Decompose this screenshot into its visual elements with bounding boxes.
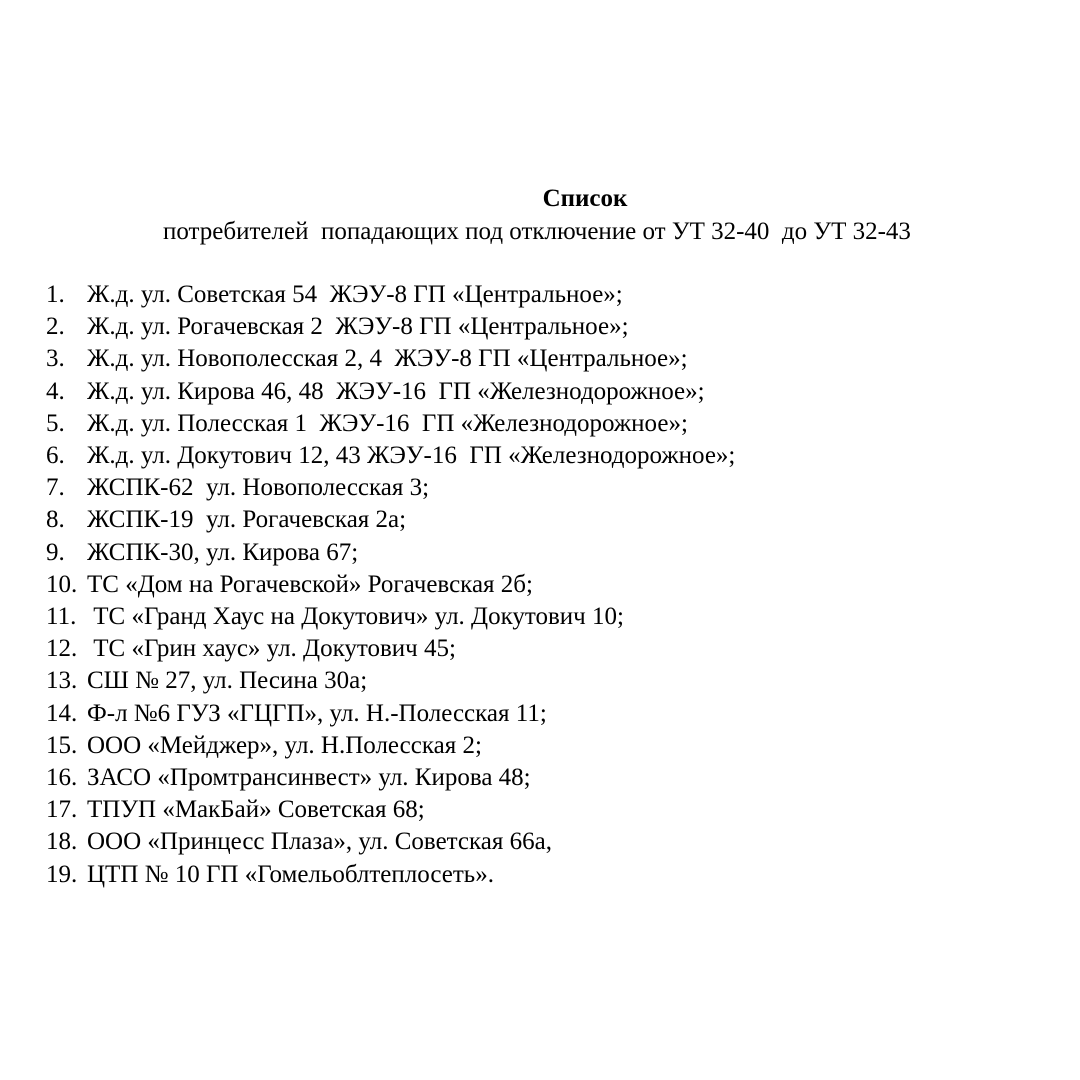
- list-item-number: 13.: [46, 667, 78, 695]
- list-item-text: ЖСПК-19 ул. Рогачевская 2а;: [87, 506, 407, 534]
- list-item-number: 16.: [46, 764, 78, 792]
- list-item: [46, 343, 735, 375]
- list-item-number: 7.: [46, 474, 65, 502]
- list-item-text: ТС «Дом на Рогачевской» Рогачевская 2б;: [87, 570, 533, 598]
- list-item: [46, 859, 735, 891]
- list-item-number: 5.: [46, 409, 65, 437]
- list-item-number: 11.: [46, 603, 77, 631]
- list-item-text: ТС «Грин хаус» ул. Докутович 45;: [87, 635, 456, 663]
- list-item-text: ЦТП № 10 ГП «Гомельоблтеплосеть».: [87, 860, 494, 888]
- list-item: [46, 569, 735, 601]
- list-item-text: ЖСПК-62 ул. Новополесская 3;: [87, 474, 430, 502]
- list-item-number: 17.: [46, 796, 78, 824]
- list-item: [46, 537, 735, 569]
- list-item: [46, 376, 735, 408]
- list-item-number: 1.: [46, 281, 65, 308]
- list-item-text: Ж.д. ул. Кирова 46, 48 ЖЭУ-16 ГП «Железнодорожное»;: [87, 377, 705, 405]
- list-item-number: 9.: [46, 538, 65, 566]
- list-item-text: Ж.д. ул. Советская 54 ЖЭУ-8 ГП «Центральное»;: [87, 281, 623, 308]
- list-item-text: ТС «Гранд Хаус на Докутович» ул. Докутович 10;: [87, 603, 624, 631]
- list-item: [46, 730, 735, 762]
- list-item: [46, 794, 735, 826]
- list-item-number: 6.: [46, 442, 65, 470]
- list-item-number: 4.: [46, 377, 65, 405]
- list-item: [46, 440, 735, 472]
- document-title: Список: [542, 185, 628, 212]
- list-item: [46, 408, 735, 440]
- list-item-text: Ф-л №6 ГУЗ «ГЦГП», ул. Н.-Полесская 11;: [87, 699, 547, 727]
- list-item-text: ЗАСО «Промтрансинвест» ул. Кирова 48;: [87, 764, 531, 792]
- list-item: [46, 601, 735, 633]
- document-subtitle: потребителей попадающих под отключение от УТ 32-40 до УТ 32-43: [163, 218, 911, 245]
- list-item-number: 2.: [46, 313, 65, 341]
- list-item-text: Ж.д. ул. Полесская 1 ЖЭУ-16 ГП «Железнодорожное»;: [87, 409, 688, 437]
- list-item-text: СШ № 27, ул. Песина 30а;: [87, 667, 368, 695]
- list-item: [46, 665, 735, 697]
- list-item-text: ЖСПК-30, ул. Кирова 67;: [87, 538, 359, 566]
- consumer-list: [46, 279, 735, 891]
- list-item-number: 12.: [46, 635, 78, 663]
- list-item: [46, 698, 735, 730]
- list-item: [46, 633, 735, 665]
- list-item: [46, 279, 735, 311]
- list-item-number: 18.: [46, 828, 78, 856]
- list-item-number: 15.: [46, 731, 78, 759]
- list-item-number: 14.: [46, 699, 78, 727]
- list-item-text: Ж.д. ул. Докутович 12, 43 ЖЭУ-16 ГП «Железнодорожное»;: [87, 442, 736, 470]
- list-item: [46, 472, 735, 504]
- list-item-text: Ж.д. ул. Новополесская 2, 4 ЖЭУ-8 ГП «Центральное»;: [87, 345, 688, 373]
- list-item: [46, 504, 735, 536]
- list-item-number: 10.: [46, 570, 78, 598]
- list-item: [46, 311, 735, 343]
- list-item-number: 8.: [46, 506, 65, 534]
- list-item-text: ООО «Принцесс Плаза», ул. Советская 66а,: [87, 828, 552, 856]
- list-item-number: 3.: [46, 345, 65, 373]
- list-item: [46, 762, 735, 794]
- list-item-text: ТПУП «МакБай» Советская 68;: [87, 796, 425, 824]
- list-item-text: Ж.д. ул. Рогачевская 2 ЖЭУ-8 ГП «Центральное»;: [87, 313, 629, 341]
- list-item: [46, 826, 735, 858]
- list-item-number: 19.: [46, 860, 78, 888]
- list-item-text: ООО «Мейджер», ул. Н.Полесская 2;: [87, 731, 482, 759]
